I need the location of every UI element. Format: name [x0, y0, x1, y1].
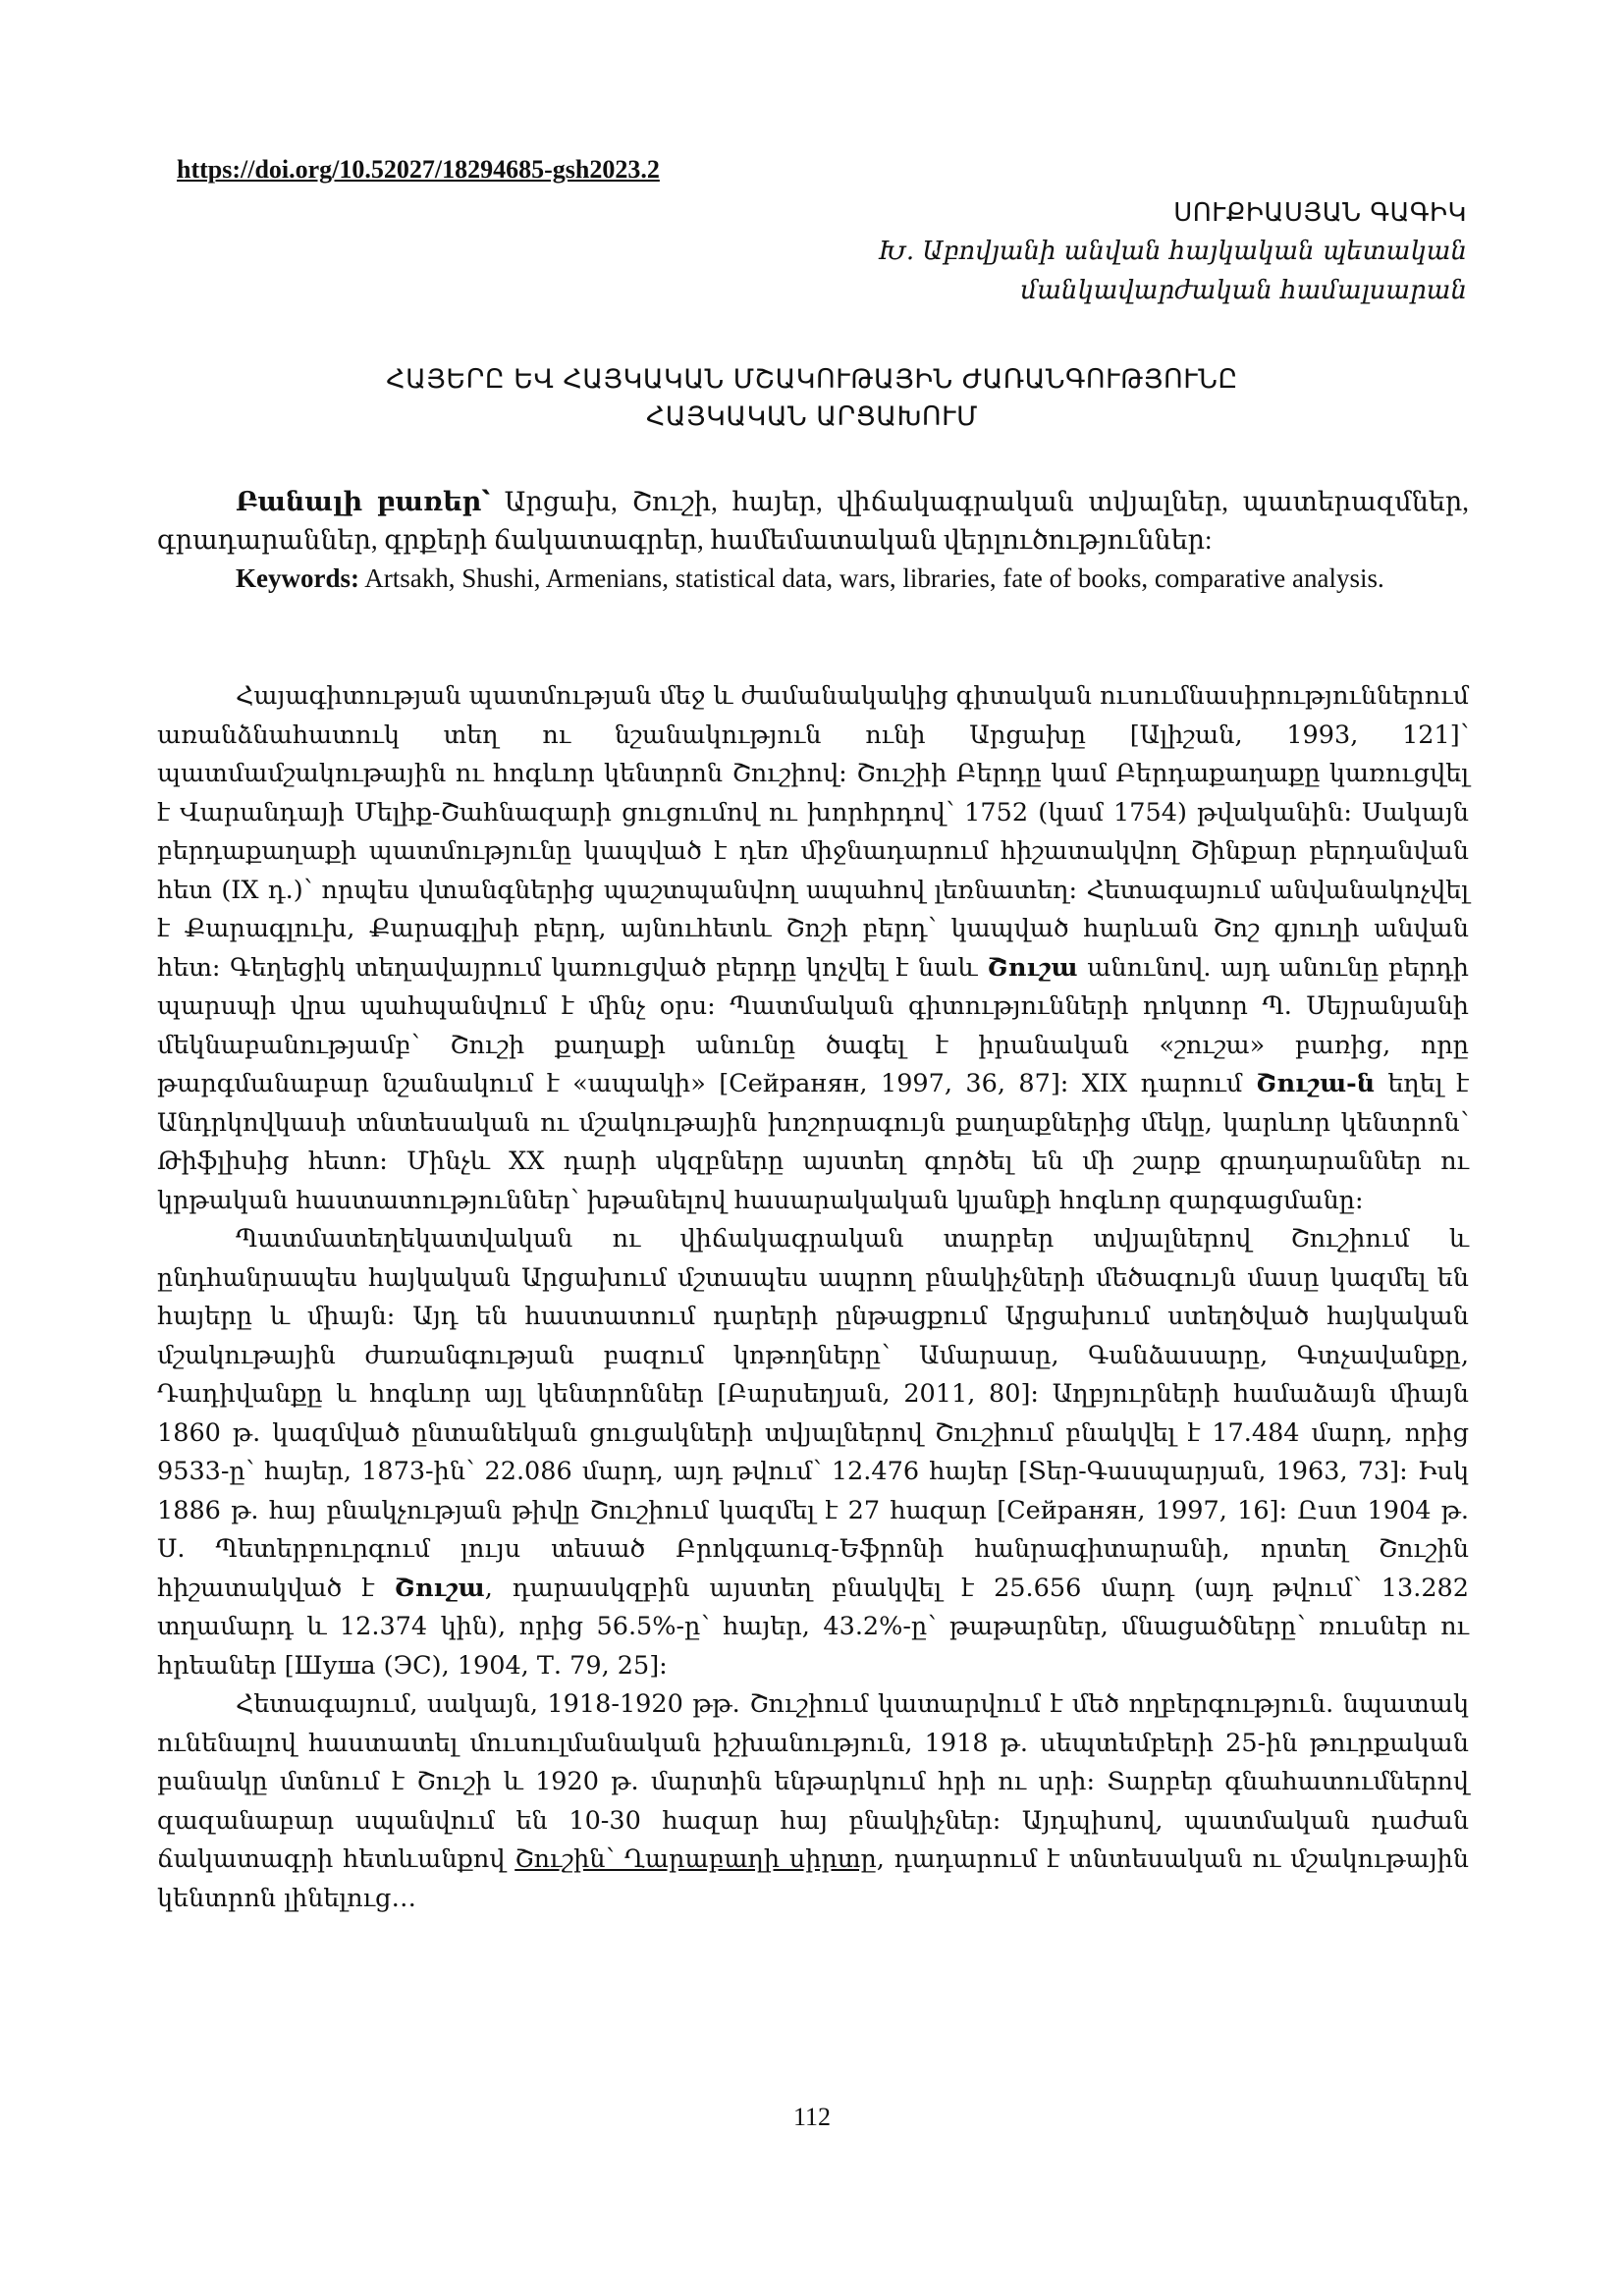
author-affiliation-line1: Խ. Աբովյանի անվան հայկական պետական: [878, 237, 1467, 266]
article-title: [157, 361, 1467, 436]
author-affiliation-line2: մանկավարժական համալսարան: [1020, 276, 1467, 305]
author-name: ՍՈՒՔԻԱՍՅԱՆ ԳԱԳԻԿ: [1173, 198, 1467, 228]
paragraph-3: [157, 1685, 1469, 1918]
paragraph-3-underlined: Շուշին՝ Ղարաբաղի սիրտը: [514, 1844, 877, 1874]
paragraph-1-part-1: Հայագիտության պատմության մեջ և ժամանակակից գիտական ուսումնասիրություններում առանձնահատուկ տեղ ու նշանակություն ունի Արցախը [Ալիշան, 1993, 121]՝ պատմամշակութային ու հոգևոր կենտրոն Շուշիով: Շուշիի Բերդը կամ Բերդաքաղաքը կառուցվել է Վարանդայի Մելիք-Շահնազարի ցուցումով ու խորհրդով՝ 1752 (կամ 1754) թվականին: Սակայն բերդաքաղաքի պատմությունը կապված է դեռ միջնադարում հիշատակվող Շինքար բերդանվան հետ (IX դ.)՝ որպես վտանգներից պաշտպանվող ապահով լեռնատեղ: Հետագայում անվանակոչվել է Քարագլուխ, Քարագլխի բերդ, այնուհետև Շոշի բերդ՝ կապված հարևան Շոշ գյուղի անվան հետ: Գեղեցիկ տեղավայրում կառուցված բերդը կոչվել է նաև: [157, 681, 1469, 983]
paragraph-1-part-2: անունով. այդ անունը բերդի պարսպի վրա պահպանվում է մինչ օրս: Պատմական գիտությունների դոկտոր Պ. Սեյրանյանի մեկնաբանությամբ՝ Շուշի քաղաքի անունը ծագել է իրանական «շուշա» բառից, որը թարգմանաբար նշանակում է «ապակի» [Сейранян, 1997, 36, 87]: XIX դարում: [157, 952, 1469, 1098]
paragraph-1: [157, 677, 1469, 1220]
keywords-armenian-text: Արցախ, Շուշի, հայեր, վիճակագրական տվյալներ, պատերազմներ, գրադարաններ, գրքերի ճակատագրեր, համեմատական վերլուծություններ:: [157, 487, 1469, 555]
paragraph-3-part-2: , դադարում է տնտեսական ու մշակութային կենտրոն լինելուց…: [157, 1844, 1469, 1913]
author-block: [583, 194, 1467, 310]
keywords-english-text: Artsakh, Shushi, Armenians, statistical data, wars, libraries, fate of books, comparative analysis.: [358, 563, 1384, 593]
paragraph-1-part-3: եղել է Անդրկովկասի տնտեսական ու մշակութային խոշորագույն քաղաքներից մեկը, կարևոր կենտրոն՝ Թիֆլիսից հետո: Մինչև XX դարի սկզբները այստեղ գործել են մի շարք գրադարաններ ու կրթական հաստատություններ՝ խթանելով հասարակական կյանքի հոգևոր զարգացմանը:: [157, 1069, 1469, 1215]
paragraph-3-part-1: Հետագայում, սակայն, 1918-1920 թթ. Շուշիում կատարվում է մեծ ողբերգություն. նպատակ ունենալով հաստատել մուսուլմանական իշխանություն, 1918 թ. սեպտեմբերի 25-ին թուրքական բանակը մտնում է Շուշի և 1920 թ. մարտին ենթարկում հրի ու սրի: Տարբեր գնահատումներով զազանաբար սպանվում են 10-30 հազար հայ բնակիչներ: Այդպիսով, պատմական դաժան ճակատագրի հետևանքով: [157, 1689, 1469, 1874]
page-number: 112: [792, 2103, 832, 2131]
paragraph-2-bold-1: Շուշա: [394, 1573, 485, 1603]
title-line-2: ՀԱՅԿԱԿԱՆ ԱՐՑԱԽՈՒՄ: [645, 401, 979, 432]
keywords-block: [157, 483, 1469, 598]
article-body: [157, 677, 1469, 1918]
paragraph-2-part-1: Պատմատեղեկատվական ու վիճակագրական տարբեր տվյալներով Շուշիում և ընդհանրապես հայկական Արցախում մշտապես ապրող բնակիչների մեծագույն մասը կազմել են հայերը և միայն: Այդ են հաստատում դարերի ընթացքում Արցախում ստեղծված հայկական մշակութային ժառանգության բազում կոթողները՝ Ամարասը, Գանձասարը, Գտչավանքը, Դադիվանքը և հոգևոր այլ կենտրոններ [Բարսեղյան, 2011, 80]: Աղբյուրների համաձայն միայն 1860 թ. կազմված ընտանեկան ցուցակների տվյալներով Շուշիում բնակվել է 17.484 մարդ, որից 9533-ը՝ հայեր, 1873-ին՝ 22.086 մարդ, այդ թվում՝ 12.476 հայեր [Տեր-Գասպարյան, 1963, 73]: Իսկ 1886 թ. հայ բնակչության թիվը Շուշիում կազմել է 27 հազար [Сейранян, 1997, 16]: Ըստ 1904 թ. Ս. Պետերբուրգում լույս տեսած Բրոկգաուզ-Եֆրոնի հանրագիտարանի, որտեղ Շուշին հիշատակված է: [157, 1224, 1469, 1603]
paragraph-2: [157, 1220, 1469, 1685]
keywords-english: [157, 560, 1469, 598]
title-line-1: ՀԱՅԵՐԸ ԵՎ ՀԱՅԿԱԿԱՆ ՄՇԱԿՈՒԹԱՅԻՆ ԺԱՌԱՆԳՈՒԹՅՈՒՆԸ: [386, 364, 1238, 395]
keywords-english-label: Keywords:: [236, 563, 359, 593]
keywords-armenian: [157, 483, 1469, 560]
doi-link[interactable]: https://doi.org/10.52027/18294685-gsh2023.2: [177, 155, 660, 184]
paragraph-2-part-2: , դարասկզբին այստեղ բնակվել է 25.656 մարդ (այդ թվում՝ 13.282 տղամարդ և 12.374 կին), որից 56.5%-ը՝ հայեր, 43.2%-ը՝ թաթարներ, մնացածները՝ ռուսներ ու հրեաներ [Шуша (ЭС), 1904, Т. 79, 25]:: [157, 1573, 1469, 1681]
paragraph-1-bold-2: Շուշա-ն: [1255, 1069, 1376, 1098]
keywords-armenian-label: Բանալի բառեր՝: [236, 487, 491, 516]
paragraph-1-bold-1: Շուշա: [987, 952, 1078, 983]
